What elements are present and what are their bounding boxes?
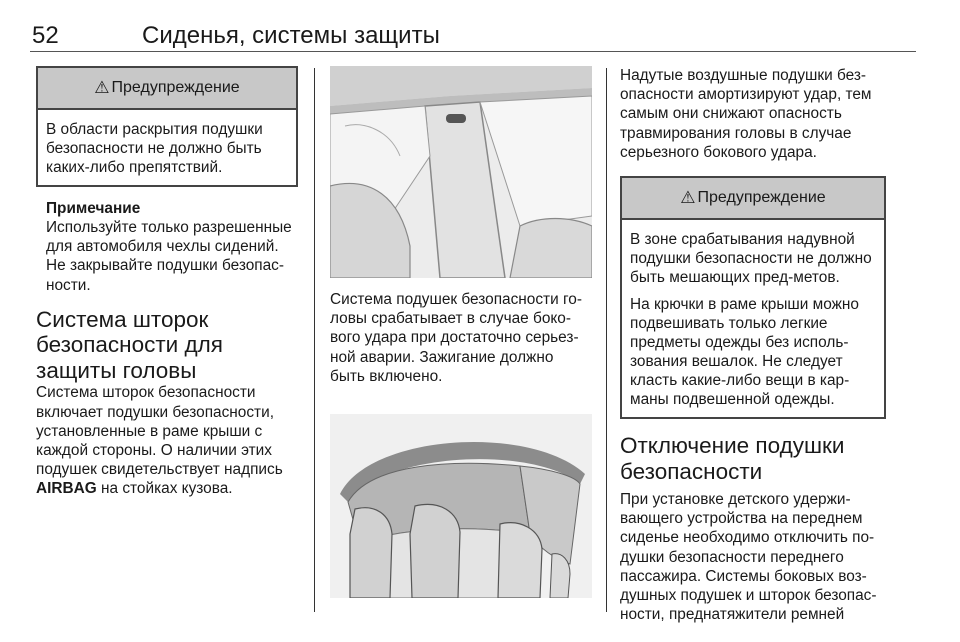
page-number: 52 xyxy=(32,22,59,49)
warning-heading: Предупреждение xyxy=(111,79,240,96)
column-right xyxy=(620,66,886,624)
section-text-curtain-airbags xyxy=(36,383,298,498)
section-text-deactivation: При установке детского удержи-вающего устройства на переднем сиденье необходимо отключить по-душки безопасности переднего пассажира. Системы боковых воз-душных подушек и шторок безопас-ности, преднатяжители ремней xyxy=(620,491,877,624)
column-divider-left xyxy=(314,68,315,612)
warning-heading-2: Предупреждение xyxy=(697,189,826,207)
b-pillar-illustration xyxy=(330,66,592,278)
section-heading-deactivation: Отключение подушки безопасности xyxy=(620,433,845,484)
warning-body-2 xyxy=(622,220,884,417)
figure-caption: Система подушек безопасности го-ловы срабатывает в случае боко-вого удара при достаточно серьез-ной аварии. Зажигание должно быть включено. xyxy=(330,291,582,385)
airbag-label: AIRBAG xyxy=(36,480,97,498)
warning-triangle-icon: ⚠ xyxy=(94,78,110,97)
warning-text-p1: В зоне срабатывания надувной подушки безопасности не должно быть мешающих пред-метов. xyxy=(630,231,872,287)
warning-triangle-icon: ⚠ xyxy=(680,188,696,208)
warning-box-2 xyxy=(620,176,886,419)
note-text: Используйте только разрешенные для автомобиля чехлы сидений. Не закрывайте подушки безопас-ности. xyxy=(46,219,292,294)
warning-text-p2: На крючки в раме крыши можно подвешивать только легкие предметы одежды без исполь-зования вешалок. Не следует класть какие-либо вещи в кар-маны подвешенной одежды. xyxy=(630,296,859,409)
section-text-part1: Система шторок безопасности включает подушки безопасности, установленные в раме крыши с каждой стороны. О наличии этих подушек свидетельствует надпись xyxy=(36,384,283,479)
warning-box xyxy=(36,66,298,187)
page-title: Сиденья, системы защиты xyxy=(142,22,440,49)
warning-text: В области раскрытия подушки безопасности не должно быть каких-либо препятствий. xyxy=(46,121,263,176)
column-middle xyxy=(330,66,592,598)
curtain-airbag-illustration xyxy=(330,414,592,598)
figure-curtain-airbag-deployed xyxy=(330,414,592,598)
column-divider-right xyxy=(606,68,607,612)
note-title: Примечание xyxy=(46,200,141,217)
intro-text: Надутые воздушные подушки без-опасности амортизируют удар, тем самым они снижают опасность травмирования головы в случае серьезного бокового удара. xyxy=(620,67,872,161)
header-divider xyxy=(30,51,916,52)
warning-body xyxy=(38,110,296,185)
figure-b-pillar-airbag-label xyxy=(330,66,592,278)
section-heading-curtain-airbags: Система шторок безопасности для защиты головы xyxy=(36,306,223,383)
warning-header xyxy=(38,68,296,110)
page-header xyxy=(30,18,910,54)
warning-header-2 xyxy=(622,178,884,220)
section-text-part2: на стойках кузова. xyxy=(101,480,233,498)
column-left xyxy=(36,66,298,499)
